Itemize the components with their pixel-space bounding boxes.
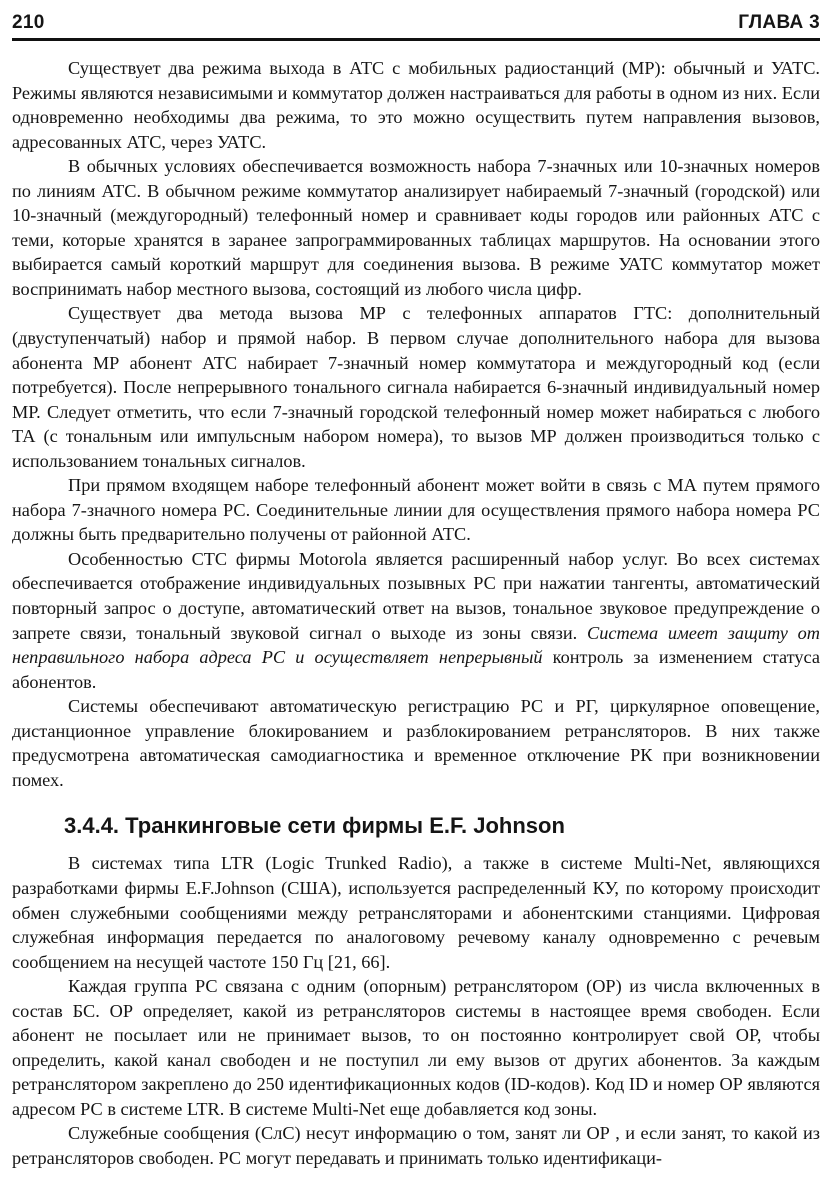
motorola-text: Особенностью СТС фирмы Motorola является расширенный набор услуг. Во всех системах обеспечивается отображение индивидуальных позывных РС при нажатии тангенты, автоматический повторный запрос о доступе, автоматический ответ на вызов, тональное звуковое предупреждение о запрете связи, тональный звуковой сигнал о выходе из зоны связи. xyxy=(12,548,820,643)
motorola-italic-text: Система имеет защиту от неправильного набора адреса РС и осуществляет непрерывный xyxy=(12,622,820,668)
paragraph-service-messages: Служебные сообщения (СлС) несут информацию о том, занят ли ОР , и если занят, то какой из ретрансляторов свободен. РС могут передавать и принимать только идентификаци- xyxy=(12,1123,820,1168)
paragraph-repeater-groups: Каждая группа РС связана с одним (опорным) ретранслятором (ОР) из числа включенных в состав БС. ОР определяет, какой из ретрансляторов системы в настоящее время свободен. Если абонент не посылает или не принимает вызов, то он постоянно контролирует свой ОР, чтобы определить, какой канал свободен и не поступил ли ему вызов от других абонентов. За каждым ретранслятором закреплено до 250 идентификационных кодов (ID-кодов). Код ID и номер ОР являются адресом РС в системе LTR. В системе Multi-Net еще добавляется код зоны. xyxy=(12,976,820,1119)
paragraph-systems-registration: Системы обеспечивают автоматическую регистрацию РС и РГ, циркулярное оповещение, дистанционное управление блокированием и разблокированием ретрансляторов. В них также предусмотрена автоматическая самодиагностика и временное отключение РК при возникновении помех. xyxy=(12,696,820,790)
paragraph-call-methods: Существует два метода вызова МР с телефонных аппаратов ГТС: дополнительный (двуступенчатый) набор и прямой набор. В первом случае дополнительного набора для вызова абонента МР абонент АТС набирает 7-значный номер коммутатора и междугородный код (если потребуется). После непрерывного тонального сигнала набирается 6-значный индивидуальный номер МР. Следует отметить, что если 7-значный городской телефонный номер может набираться с любого ТА (с тональным или импульсным набором номера), то вызов МР должен производиться только с использованием тональных сигналов. xyxy=(12,303,820,471)
motorola-tail-text: контроль за изменением статуса абонентов. xyxy=(12,647,820,692)
section-heading: 3.4.4. Транкинговые сети фирмы E.F. Johnson xyxy=(64,813,565,839)
paragraph-motorola-features xyxy=(12,547,820,694)
chapter-title: ГЛАВА 3 xyxy=(738,12,820,33)
page-body xyxy=(12,56,820,1171)
paragraph-pbx-modes: Существует два режима выхода в АТС с мобильных радиостанций (МР): обычный и УАТС. Режимы являются независимыми и коммутатор должен настраиваться для работы в одном из них. Если одновременно необходимы два режима, то это можно осуществить путем направления вызовов, адресованных АТС, через УАТС. xyxy=(12,58,820,152)
page-number: 210 xyxy=(12,12,45,33)
paragraph-normal-conditions: В обычных условиях обеспечивается возможность набора 7-значных или 10-значных номеров по линиям АТС. В обычном режиме коммутатор анализирует набираемый 7-значный (городской) или 10-значный (междугородный) телефонный номер и сравнивает коды городов или районных АТС с теми, которые хранятся в заранее запрограммированных таблицах маршрутов. На основании этого выбирается самый короткий маршрут для соединения вызова. В режиме УАТС коммутатор может воспринимать набор местного вызова, состоящий из любого числа цифр. xyxy=(12,156,820,299)
running-header xyxy=(12,10,820,41)
paragraph-direct-dial: При прямом входящем наборе телефонный абонент может войти в связь с МА путем прямого набора 7-значного номера РС. Соединительные линии для осуществления прямого набора номера РС должны быть предварительно получены от районной АТС. xyxy=(12,475,820,545)
paragraph-ltr-systems: В системах типа LTR (Logic Trunked Radio), а также в системе Multi-Net, являющихся разработками фирмы E.F.Johnson (США), используется распределенный КУ, по которому происходит обмен служебными сообщениями между ретрансляторами и абонентскими станциями. Цифровая служебная информация передается по аналоговому речевому каналу одновременно с речевым сообщением на несущей частоте 150 Гц [21, 66]. xyxy=(12,853,820,972)
